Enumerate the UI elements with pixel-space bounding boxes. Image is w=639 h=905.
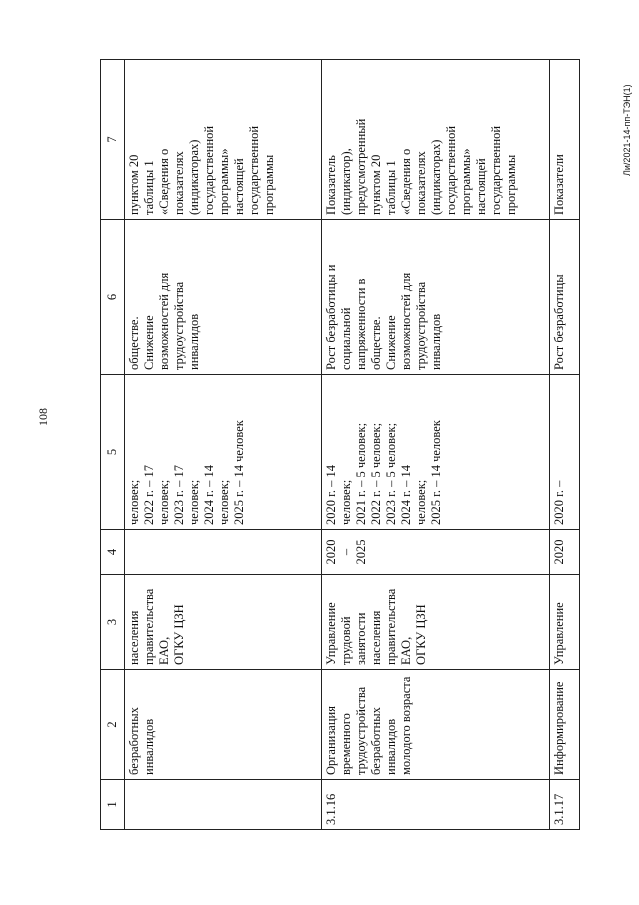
cell-indicator: Показатели	[550, 60, 580, 220]
cell-indicator: пунктом 20 таблицы 1 «Сведения о показателях (индикаторах) государственной программы» настоящей государственной программы	[124, 60, 321, 220]
cell-effect: Рост безработицы	[550, 220, 580, 375]
table-row	[321, 60, 549, 830]
cell-num: 3.1.17	[550, 780, 580, 830]
cell-volume: 2020 г. –	[550, 375, 580, 530]
document-reference: Ли/2021-14-пп-ТЭН(1)	[622, 84, 632, 176]
table-header-row	[101, 60, 125, 830]
cell-period	[124, 530, 321, 575]
rotated-table-container	[100, 60, 580, 830]
header-col-3: 3	[101, 575, 125, 670]
page-number: 108	[36, 408, 50, 426]
header-col-4: 4	[101, 530, 125, 575]
cell-effect: обществе. Снижение возможностей для трудоустройства инвалидов	[124, 220, 321, 375]
table-row	[550, 60, 580, 830]
cell-executor: Управление	[550, 575, 580, 670]
header-col-5: 5	[101, 375, 125, 530]
cell-executor: Управление трудовой занятости населения правительства ЕАО, ОГКУ ЦЗН	[321, 575, 549, 670]
header-col-1: 1	[101, 780, 125, 830]
cell-effect: Рост безработицы и социальной напряженности в обществе. Снижение возможностей для трудоустройства инвалидов	[321, 220, 549, 375]
cell-num	[124, 780, 321, 830]
header-col-6: 6	[101, 220, 125, 375]
measures-table	[100, 59, 580, 830]
cell-period: 2020 – 2025	[321, 530, 549, 575]
cell-indicator: Показатель (индикатор), предусмотренный пунктом 20 таблицы 1 «Сведения о показателях (индикаторах) государственной программы» настоящей государственной программы	[321, 60, 549, 220]
cell-name: Информирование	[550, 670, 580, 780]
cell-volume: 2020 г. – 14 человек; 2021 г. – 5 человек; 2022 г. – 5 человек; 2023 г. – 5 человек; 2024 г. – 14 человек; 2025 г. – 14 человек	[321, 375, 549, 530]
cell-name: безработных инвалидов	[124, 670, 321, 780]
cell-volume: человек; 2022 г. – 17 человек; 2023 г. – 17 человек; 2024 г. – 14 человек; 2025 г. – 14 человек	[124, 375, 321, 530]
header-col-7: 7	[101, 60, 125, 220]
cell-executor: населения правительства ЕАО, ОГКУ ЦЗН	[124, 575, 321, 670]
cell-name: Организация временного трудоустройства безработных инвалидов молодого возраста	[321, 670, 549, 780]
cell-period: 2020	[550, 530, 580, 575]
header-col-2: 2	[101, 670, 125, 780]
cell-num: 3.1.16	[321, 780, 549, 830]
table-row	[124, 60, 321, 830]
